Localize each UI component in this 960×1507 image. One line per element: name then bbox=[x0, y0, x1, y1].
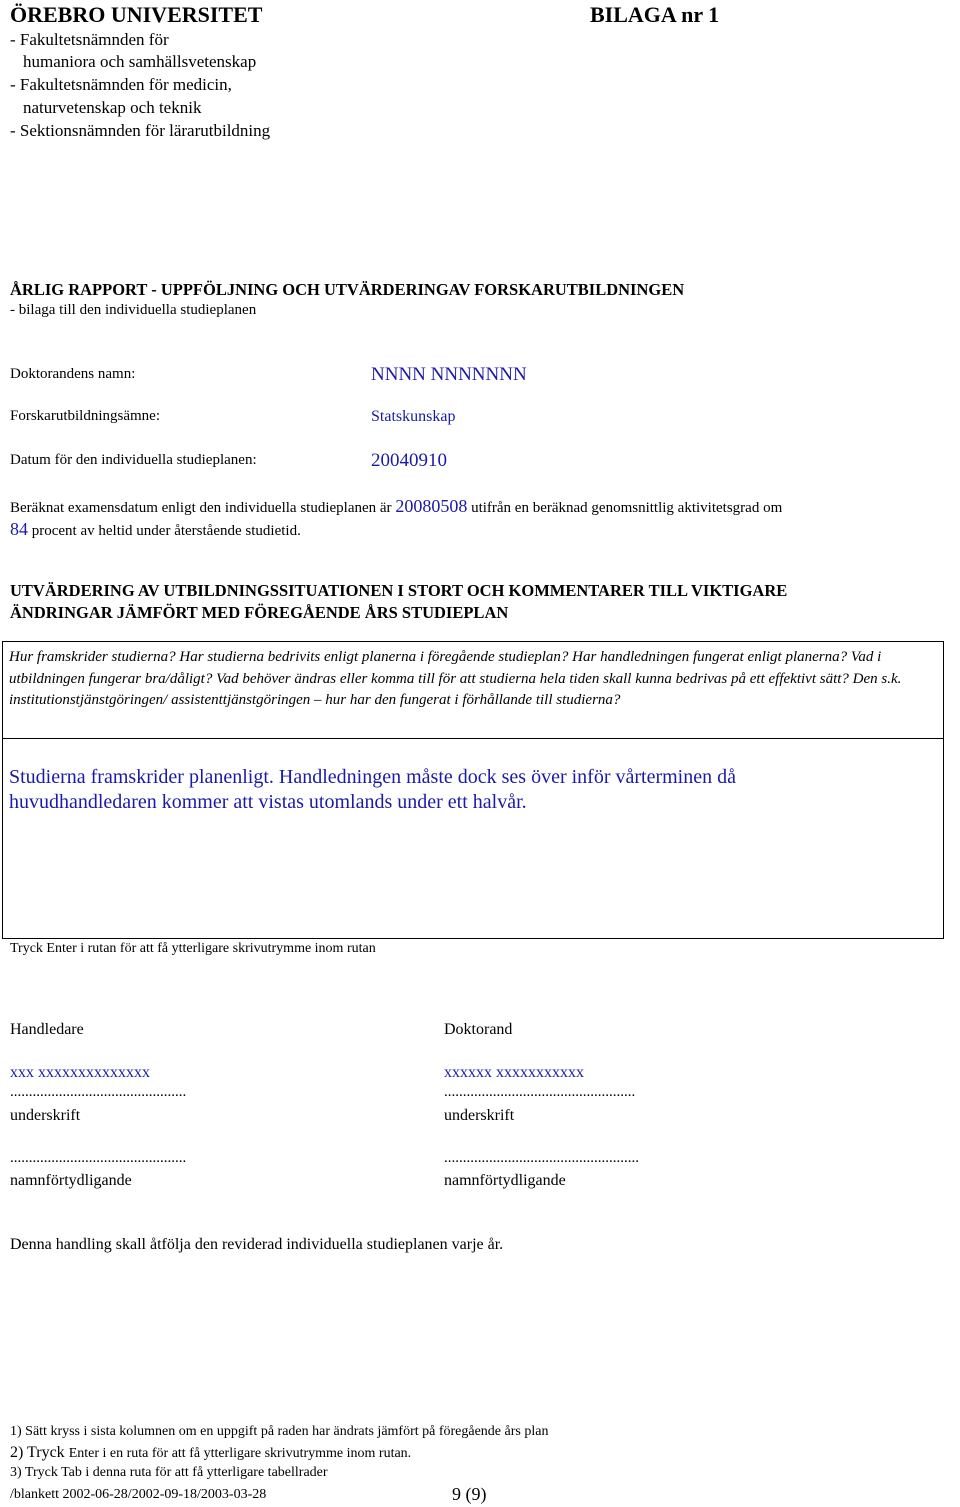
student-name: xxxxxx xxxxxxxxxxx bbox=[444, 1064, 584, 1081]
supervisor-name: xxx xxxxxxxxxxxxxx bbox=[10, 1064, 150, 1081]
supervisor-signature-label: underskrift bbox=[10, 1107, 81, 1124]
estimate-line-1 bbox=[10, 496, 782, 517]
evaluation-heading-2: ÄNDRINGAR JÄMFÖRT MED FÖREGÅENDE ÅRS STUDIEPLAN bbox=[10, 603, 509, 622]
date-value: 20040910 bbox=[371, 450, 447, 471]
footnote-1: 1) Sätt kryss i sista kolumnen om en uppgift på raden har ändrats jämfört på föregående års plan bbox=[10, 1424, 549, 1439]
page-number: 9 (9) bbox=[452, 1484, 487, 1504]
estimate-text-2: utifrån en beräknad genomsnittlig aktivitetsgrad om bbox=[471, 500, 783, 516]
faculty-line-5: - Sektionsnämnden för lärarutbildning bbox=[10, 121, 271, 140]
questions-text: Hur framskrider studierna? Har studierna bedrivits enligt planerna i föregående studieplan? Har handledningen fungerat enligt planerna? Vad i utbildningen fungerar bra/dåligt? Vad behöver ändras eller komma till för att studierna hela tiden skall kunna bedrivas på ett effektivt sätt? Den s.k. institutionstjänstgöringen/ assistenttjänstgöringen – hur har den fungerat i förhållande till studierna? bbox=[9, 649, 902, 708]
footnote-2-text: Enter i en ruta för att få ytterligare skrivutrymme inom rutan. bbox=[68, 1446, 412, 1461]
faculty-line-3: - Fakultetsnämnden för medicin, bbox=[10, 75, 232, 94]
answer-line-1: Studierna framskrider planenligt. Handledningen måste dock ses över inför vårterminen då bbox=[9, 766, 736, 788]
student-clarification-label: namnförtydligande bbox=[444, 1172, 566, 1189]
name-value: NNNN NNNNNNN bbox=[371, 364, 527, 385]
supervisor-role: Handledare bbox=[10, 1021, 84, 1038]
faculty-line-4: naturvetenskap och teknik bbox=[23, 98, 202, 117]
activity-percent: 84 bbox=[10, 519, 28, 539]
supervisor-clarification-label: namnförtydligande bbox=[10, 1172, 132, 1189]
footnote-2-prefix: 2) Tryck bbox=[10, 1444, 65, 1461]
answer-box[interactable] bbox=[2, 738, 944, 939]
student-signature-label: underskrift bbox=[444, 1107, 515, 1124]
questions-box bbox=[2, 641, 944, 739]
subject-label: Forskarutbildningsämne: bbox=[10, 408, 160, 424]
estimate-text-1: Beräknat examensdatum enligt den individuella studieplanen är bbox=[10, 500, 392, 516]
faculty-line-1: - Fakultetsnämnden för bbox=[10, 30, 169, 49]
exam-date: 20080508 bbox=[395, 496, 468, 516]
answer-line-2: huvudhandledaren kommer att vistas utomlands under ett halvår. bbox=[9, 791, 527, 813]
attachment-label: BILAGA nr 1 bbox=[590, 2, 720, 27]
report-subtitle: - bilaga till den individuella studieplanen bbox=[10, 302, 257, 318]
footnote-3: 3) Tryck Tab i denna ruta för att få ytterligare tabellrader bbox=[10, 1465, 328, 1480]
estimate-line-2 bbox=[10, 519, 301, 540]
footnote-2 bbox=[10, 1444, 411, 1462]
report-title: ÅRLIG RAPPORT - UPPFÖLJNING OCH UTVÄRDERINGAV FORSKARUTBILDNINGEN bbox=[10, 280, 685, 299]
student-clarification-line: .................................................... bbox=[444, 1150, 639, 1166]
supervisor-clarification-line: ............................................... bbox=[10, 1150, 187, 1166]
supervisor-signature-line: ............................................... bbox=[10, 1084, 187, 1100]
enter-hint: Tryck Enter i rutan för att få ytterligare skrivutrymme inom rutan bbox=[10, 941, 376, 956]
university-name: ÖREBRO UNIVERSITET bbox=[10, 2, 263, 27]
form-identifier: /blankett 2002-06-28/2002-09-18/2003-03-28 bbox=[10, 1487, 267, 1502]
student-signature-line: ................................................... bbox=[444, 1084, 636, 1100]
estimate-text-3: procent av heltid under återstående studietid. bbox=[31, 523, 301, 539]
closing-note: Denna handling skall åtfölja den reviderad individuella studieplanen varje år. bbox=[10, 1236, 504, 1253]
student-role: Doktorand bbox=[444, 1021, 513, 1038]
name-label: Doktorandens namn: bbox=[10, 366, 136, 382]
evaluation-heading-1: UTVÄRDERING AV UTBILDNINGSSITUATIONEN I STORT OCH KOMMENTARER TILL VIKTIGARE bbox=[10, 581, 788, 600]
date-label: Datum för den individuella studieplanen: bbox=[10, 452, 257, 468]
faculty-line-2: humaniora och samhällsvetenskap bbox=[23, 52, 257, 71]
subject-value: Statskunskap bbox=[371, 408, 456, 425]
